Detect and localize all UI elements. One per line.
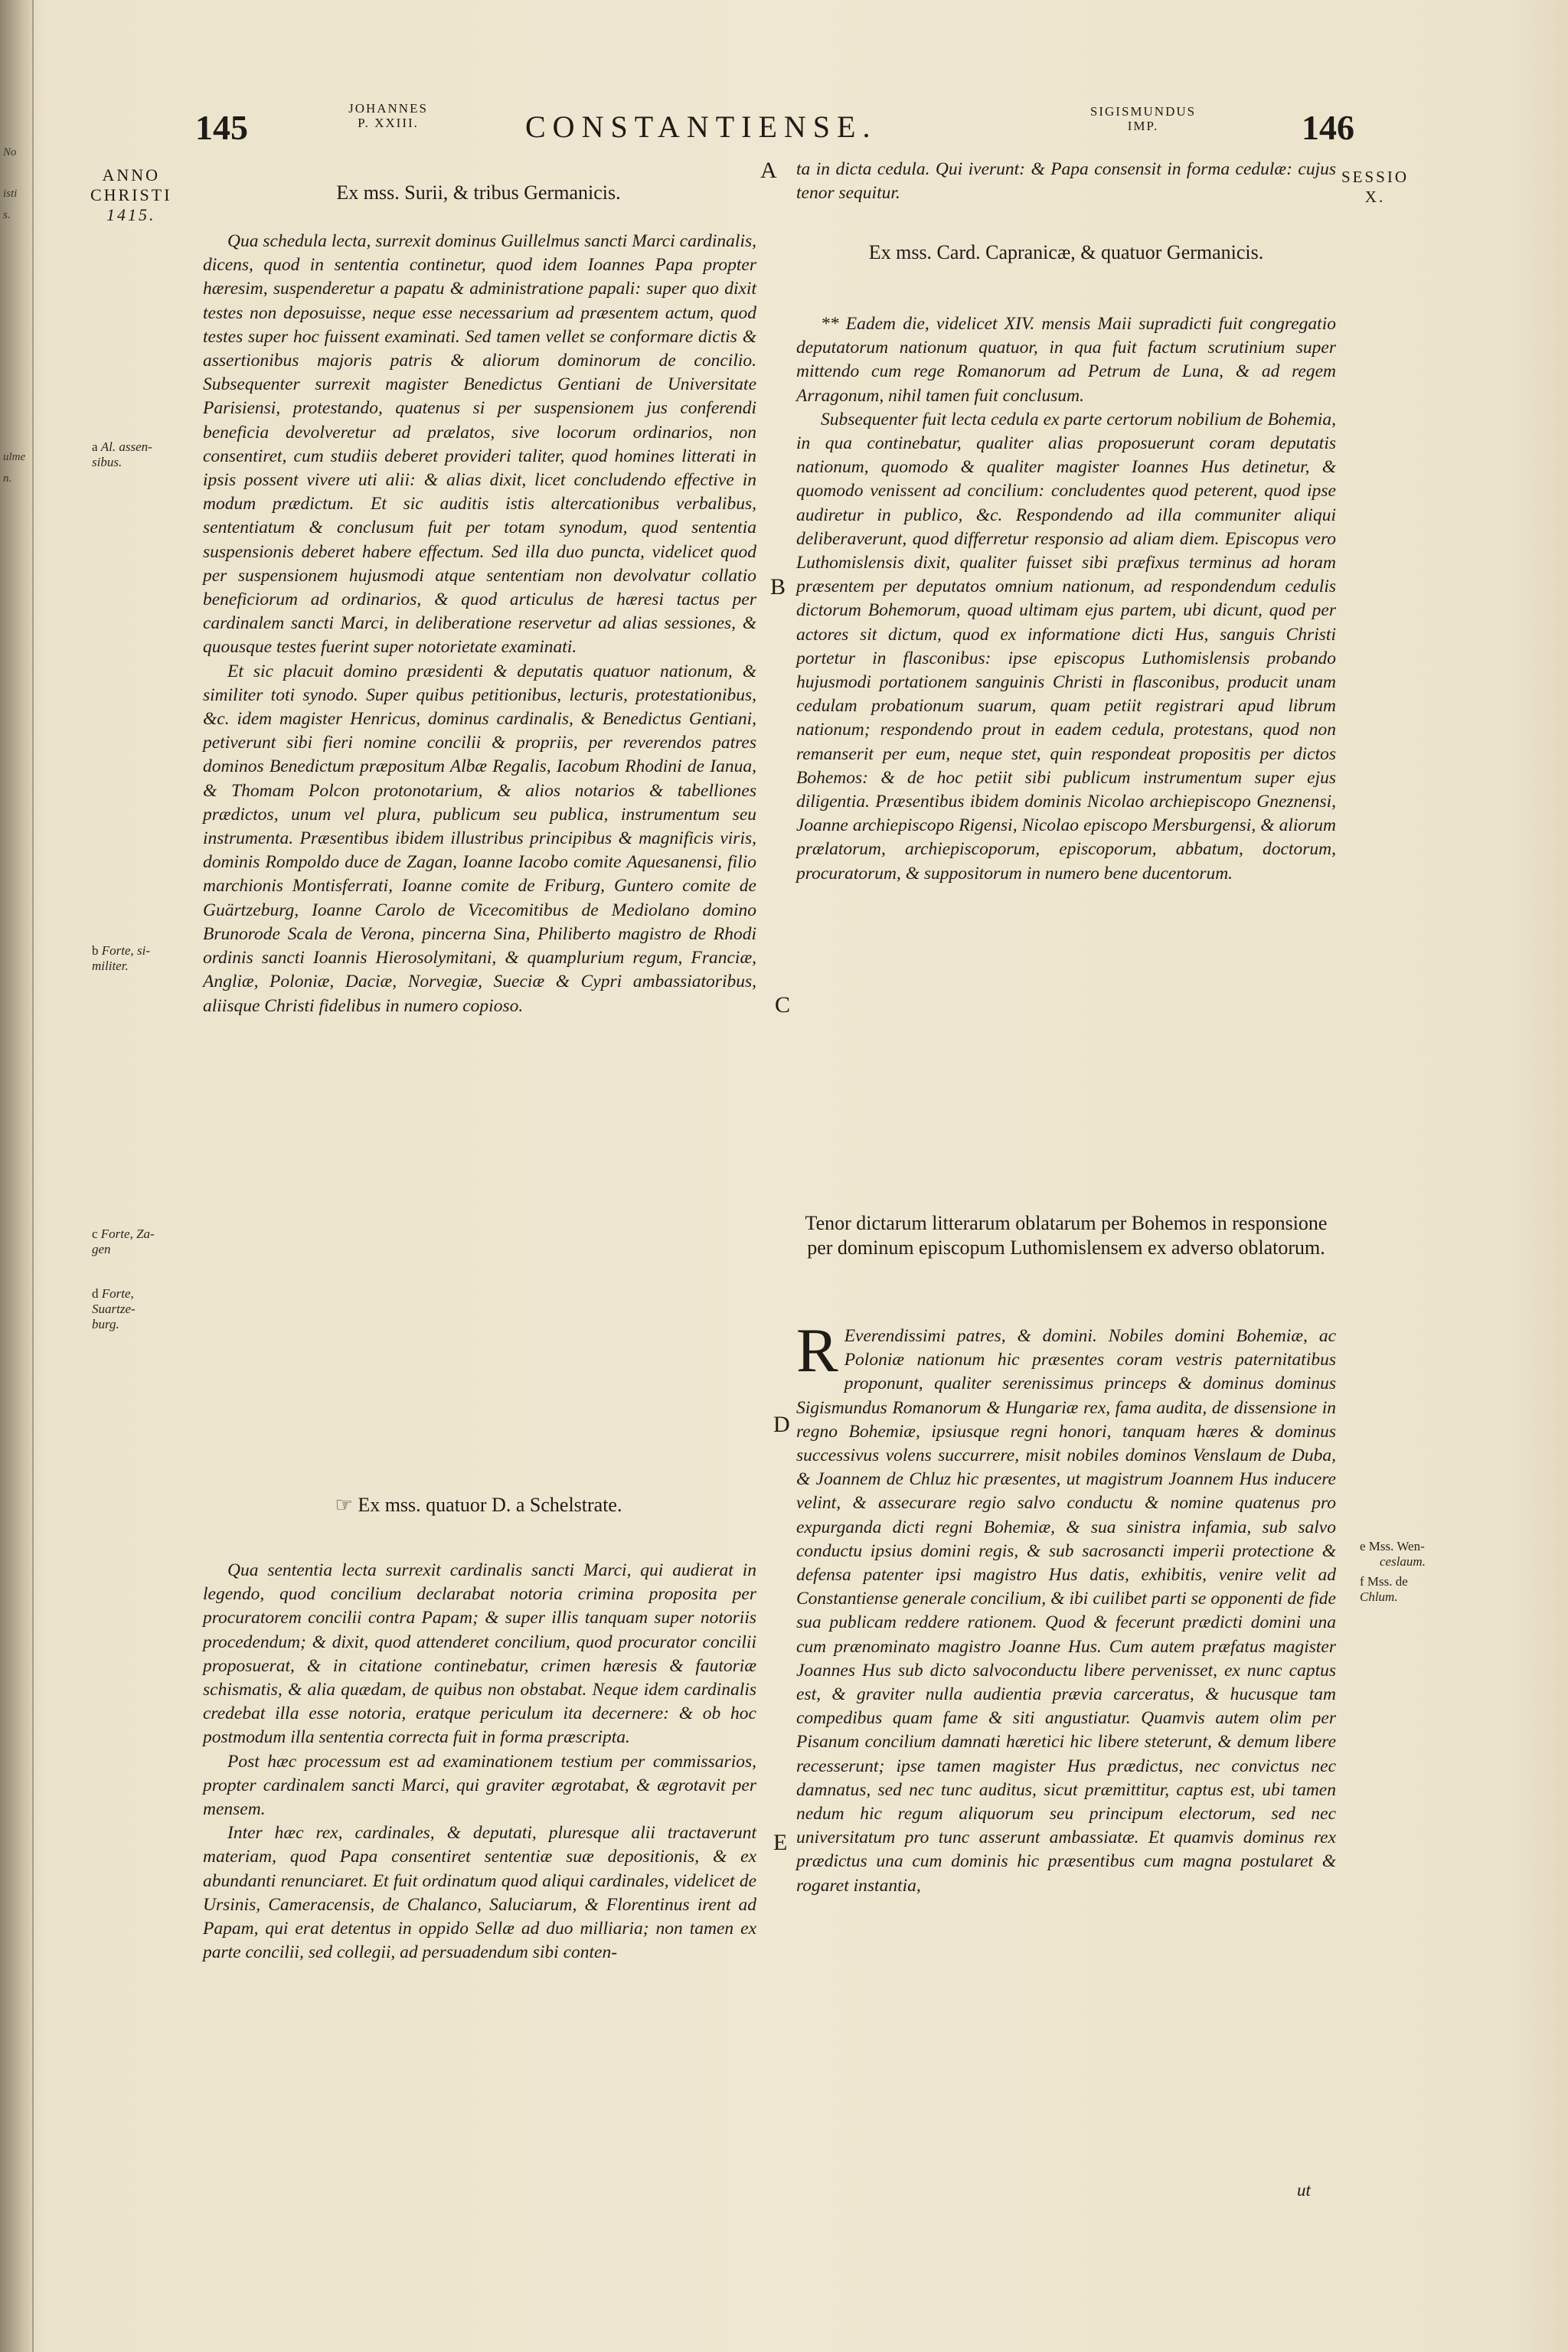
note-text: Mss. de	[1367, 1574, 1408, 1589]
running-head-title: CONSTANTIENSE.	[525, 109, 877, 144]
note-mark: b	[92, 943, 99, 958]
note-text: Mss. Wen-	[1368, 1539, 1425, 1553]
section-letter-b: B	[770, 574, 786, 599]
margin-note-d	[92, 1286, 190, 1332]
right-column-continuation	[796, 158, 1336, 205]
left-heading-schelstrate: ☞ Ex mss. quatuor D. a Schelstrate.	[335, 1494, 622, 1516]
gutter-fragment: s.	[3, 209, 11, 221]
year-text: 1415.	[106, 205, 156, 224]
gutter-fragment: isti	[3, 188, 18, 200]
left-column-text-2	[203, 1559, 756, 1965]
sessio-label	[1341, 167, 1409, 207]
margin-note-b	[92, 943, 190, 974]
page-number-right: 146	[1302, 108, 1354, 147]
gutter-fragment: No	[3, 146, 17, 158]
paragraph: Subsequenter fuit lecta cedula ex parte certorum nobilium de Bohemia, in qua continebatur, qualiter alias proposuerunt coram deputatis nationum, quomodo & qualiter magister Ioannes Hus detinetur, & quomodo venissent ad concilium: concludentes quod peterent, quod ipse audiretur in publico, &c. Respondendo ad illa communiter aliqui deliberaverunt, quod differretur responsio ad aliam diem. Episcopus vero Luthomislensis dixit, qualiter fuisset sibi præfixus terminus ad horam præsentem per deputatos omnium nationum, ad respondendum cedulis dictorum Bohemorum, quoad ultimam ejus partem, ubi dicunt, quod per actores sit dictum, quod ex informatione dicti Hus, sanguis Christi portetur in flasconibus: ipse episcopus Luthomislensis probando hujusmodi portationem sanguinis Christi in flasconibus, producit unam cedulam probationum suarum, quam petiit registrari apud librum nationum; respondendo prout in eadem cedula, protestans, quod non remanserit per eum, neque stet, quin respondeat propositis per dictos Bohemos: & de hoc petiit sibi publicum instrumentum super ejus diligentia. Præsentibus ibidem dominis Nicolao archiepiscopo Gneznensi, Joanne archiepiscopo Rigensi, Nicolao episcopo Mersburgensi, & aliorum prælatorum, archiepiscoporum, episcoporum, abbatum, doctorum, procuratorum, & suppositorum in numero bene ducentorum.	[796, 409, 1336, 884]
adjacent-page-edge	[0, 0, 34, 2352]
running-head-emperor	[1055, 104, 1231, 133]
margin-note-f	[1360, 1574, 1455, 1605]
note-text: sibus.	[92, 455, 122, 469]
right-column-text-2	[796, 1315, 1336, 1898]
paragraph: ta in dicta cedula. Qui iverunt: & Papa consensit in forma cedulæ: cujus tenor sequitur.	[796, 159, 1336, 204]
paragraph: Qua sententia lecta surrexit cardinalis sancti Marci, qui audierat in legendo, quod concilium declarabat notoria crimina proposita per procuratorem concilii contra Papam; & super illis tanquam super notoriis procedendum; & dixit, quod attenderet concilium, quod procurator concilii proposuerat, & in citatione continebatur, crimen hæresis & fautoriæ schismatis, & alia quædam, de quibus non obstabat. Neque idem cardinalis credebat illa esse notoria, eratque periculum ita decernere: & ob hoc postmodum illa sententia correcta fuit in forma præscripta.	[203, 1560, 756, 1748]
left-heading-surii: Ex mss. Surii, & tribus Germanicis.	[336, 181, 621, 204]
margin-note-a	[92, 439, 190, 470]
letter-text: Everendissimi patres, & domini. Nobiles domini Bohemiæ, ac Poloniæ nationum hic præsentes coram vestris paternitatibus proponunt, qualiter serenissimus princeps & dominus dominus Sigismundus Romanorum & Hungariæ rex, fama audita, de dissensione in regno Bohemiæ, ipsiusque regni honori, tanquam hæres & dominus successivus volens succurrere, misit nobiles dominos Venslaum de Duba, & Joannem de Chluz hic præsentes, ut magistrum Joannem Hus inducere velint, & assecurare regio salvo conductu & nomine quatenus pro expurganda dicti regni Bohemiæ, & sua sinistra infamia, sub salvo conductu ipsius domini regis, & sub sacrosancti imperii protectione & defensa patenter ipsi magistro Hus datis, exhibitis, venire velit ad Constantiense generale concilium, & ibi cuilibet parti se opponenti de fide sua publicam reddere rationem. Quod & fecerunt prædicti domini una cum prænominato magistro Joanne Hus. Cum autem præfatus magister Joannes Hus sub dicto salvoconductu libere pervenisset, ex nunc captus est, & graviter nulla audientia prævia carceratus, & hucusque tam compedibus quam fame & siti angustiatur. Quamvis autem olim per Pisanum concilium damnati hæretici hic libere steterunt, & demum libere recesserunt; ipse tamen magister Hus prædictus, nec convictus nec damnatus, sed nec tunc auditus, sicut præmittitur, captus est, ubi tamen nedum hic regum aliquorum seu principum electorum, sed nec universitatum pro tunc asserunt ambassiatæ. Et quamvis dominus rex prædictus una cum dominis hic præsentibus cum magna postularet & rogaret instantia,	[796, 1326, 1336, 1896]
note-text: Forte,	[101, 1286, 134, 1301]
note-mark: c	[92, 1227, 98, 1241]
gutter-fragment: ulme	[3, 451, 26, 463]
section-letter-c: C	[775, 992, 791, 1018]
emperor-number: IMP.	[1127, 119, 1159, 133]
left-column-text-1	[203, 230, 756, 1018]
drop-cap: R	[796, 1315, 838, 1385]
sessio-text: SESSIO	[1341, 168, 1410, 186]
paragraph: Qua schedula lecta, surrexit dominus Guillelmus sancti Marci cardinalis, dicens, quod in sententia continetur, quod idem Ioannes Papa propter hæresim, suspenderetur a papatu & administratione papali: super quo dixit testes non deposuisse, neque esse necessarium ad præsentem actum, quod testes super hoc fuissent examinati. Sed tamen vellet se conformare dictis & assertionibus majoris patris & aliorum dominorum de concilio. Subsequenter surrexit magister Benedictus Gentiani de Universitate Parisiensi, protestando, quatenus si per suspensionem jus conferendi beneficia devolveretur ad prælatos, sive locorum ordinarios, non consentiret, cum studiis deberet provideri taliter, quod homines litterati in ipsis possent vivere uti alii: & alias dixit, licet concludendo effective in modum prædictum. Et sic auditis istis altercationibus verbalibus, sententiatum & conclusum fuit per totam synodum, quod sententia suspensionis deberet habere effectum. Sed illa duo puncta, videlicet quod per suspensionem hujusmodi atque sententiam non devolvatur collatio beneficiorum ad ordinarios, & quod articulus de hæresi tactus per cardinalem sancti Marci, in deliberatione reservetur ad alias sessiones, & quousque testes fuerint super notorietate examinati.	[203, 231, 756, 658]
paragraph: Post hæc processum est ad examinationem testium per commissarios, propter cardinalem sancti Marci, qui graviter ægrotabat, & ægrotavit per mensem.	[203, 1751, 756, 1820]
catchword: ut	[1297, 2180, 1311, 2200]
note-mark: f	[1360, 1574, 1364, 1589]
note-text: militer.	[92, 959, 129, 973]
note-text: burg.	[92, 1317, 119, 1331]
section-letter-a: A	[760, 158, 777, 183]
paragraph: Et sic placuit domino præsidenti & deputatis quatuor nationum, & similiter toti synodo. Super quibus petitionibus, lecturis, protestationibus, &c. idem magister Henricus, dominus cardinalis, & Benedictus Gentiani, petiverunt sibi fieri nomine concilii & propriis, per reverendos patres dominos Benedictum præpositum Albæ Regalis, Iacobum Rhodini de Ianua, & Thomam Polcon protonotarium, & alios notarios & tabelliones prædictos, unum vel plura, publicum seu publica, instrumentum seu instrumenta. Præsentibus ibidem illustribus principibus & magnificis viris, dominis Rompoldo duce de Zagan, Ioanne Iacobo comite Aquesanensi, filio marchionis Montisferrati, Ioanne comite de Friburg, Guntero comite de Guärtzeburg, Ioanne Carolo de Vicecomitibus de Mediolano domino Brunorode Scala de Verona, pincerna Sina, Philiberto magistro de Rhodi ordinis sancti Ioannis Hierosolymitani, & quamplurium regum, Franciæ, Angliæ, Poloniæ, Daciæ, Norvegiæ, Sueciæ & Cypri ambassiatoribus, aliisque Christi fidelibus in numero copioso.	[203, 661, 756, 1016]
anno-christi-label	[90, 165, 172, 225]
note-mark: e	[1360, 1539, 1366, 1553]
right-heading-tenor: Tenor dictarum litterarum oblatarum per Bohemos in responsione per dominum episcopum Luthomislensem ex adverso oblatorum.	[805, 1212, 1328, 1259]
paragraph: Inter hæc rex, cardinales, & deputati, pluresque alii tractaverunt materiam, quod Papa consentiret sententiæ suæ depositionis, & ex abundanti renunciaret. Et fuit ordinatum quod aliqui cardinales, videlicet de Ursinis, Cameracensis, de Chalanco, Saluciarum, & Florentinus irent ad Papam, qui erat detentus in oppido Sellæ ad duo milliaria; non tamen ex parte concilii, sed collegii, ad persuadendum sibi conten-	[203, 1823, 756, 1963]
margin-note-c	[92, 1227, 190, 1257]
note-text: Suartze-	[92, 1302, 136, 1316]
margin-note-e	[1360, 1539, 1455, 1570]
section-letter-e: E	[773, 1830, 788, 1855]
paragraph: ** Eadem die, videlicet XIV. mensis Maii supradicti fuit congregatio deputatorum nationum quatuor, in qua fuit factum scrutinium super mittendo cum rege Romanorum ad Petrum de Luna, & ad regem Arragonum, nihil tamen fuit conclusum.	[796, 314, 1336, 406]
sessio-number: X.	[1364, 188, 1386, 206]
anno-text: ANNO	[102, 165, 161, 185]
note-text: gen	[92, 1242, 111, 1256]
paragraph	[796, 1315, 1336, 1898]
section-letter-d: D	[773, 1412, 790, 1437]
note-mark: a	[92, 439, 98, 454]
note-text: Al. assen-	[100, 439, 152, 454]
emperor-name: SIGISMUNDUS	[1089, 104, 1197, 119]
note-text: Forte, si-	[101, 943, 151, 958]
gutter-fragment: n.	[3, 472, 12, 485]
note-text: Forte, Za-	[100, 1227, 155, 1241]
pope-number: P. XXIII.	[358, 116, 419, 130]
note-text: ceslaum.	[1380, 1554, 1426, 1569]
note-text: Chlum.	[1360, 1589, 1398, 1604]
pope-name: JOHANNES	[348, 101, 428, 116]
note-mark: d	[92, 1286, 99, 1301]
christi-text: CHRISTI	[90, 185, 172, 204]
page-number-left: 145	[195, 108, 248, 147]
right-heading-capranicae: Ex mss. Card. Capranicæ, & quatuor Germanicis.	[868, 241, 1264, 263]
running-head-pope	[331, 101, 446, 130]
right-column-text-1	[796, 312, 1336, 886]
